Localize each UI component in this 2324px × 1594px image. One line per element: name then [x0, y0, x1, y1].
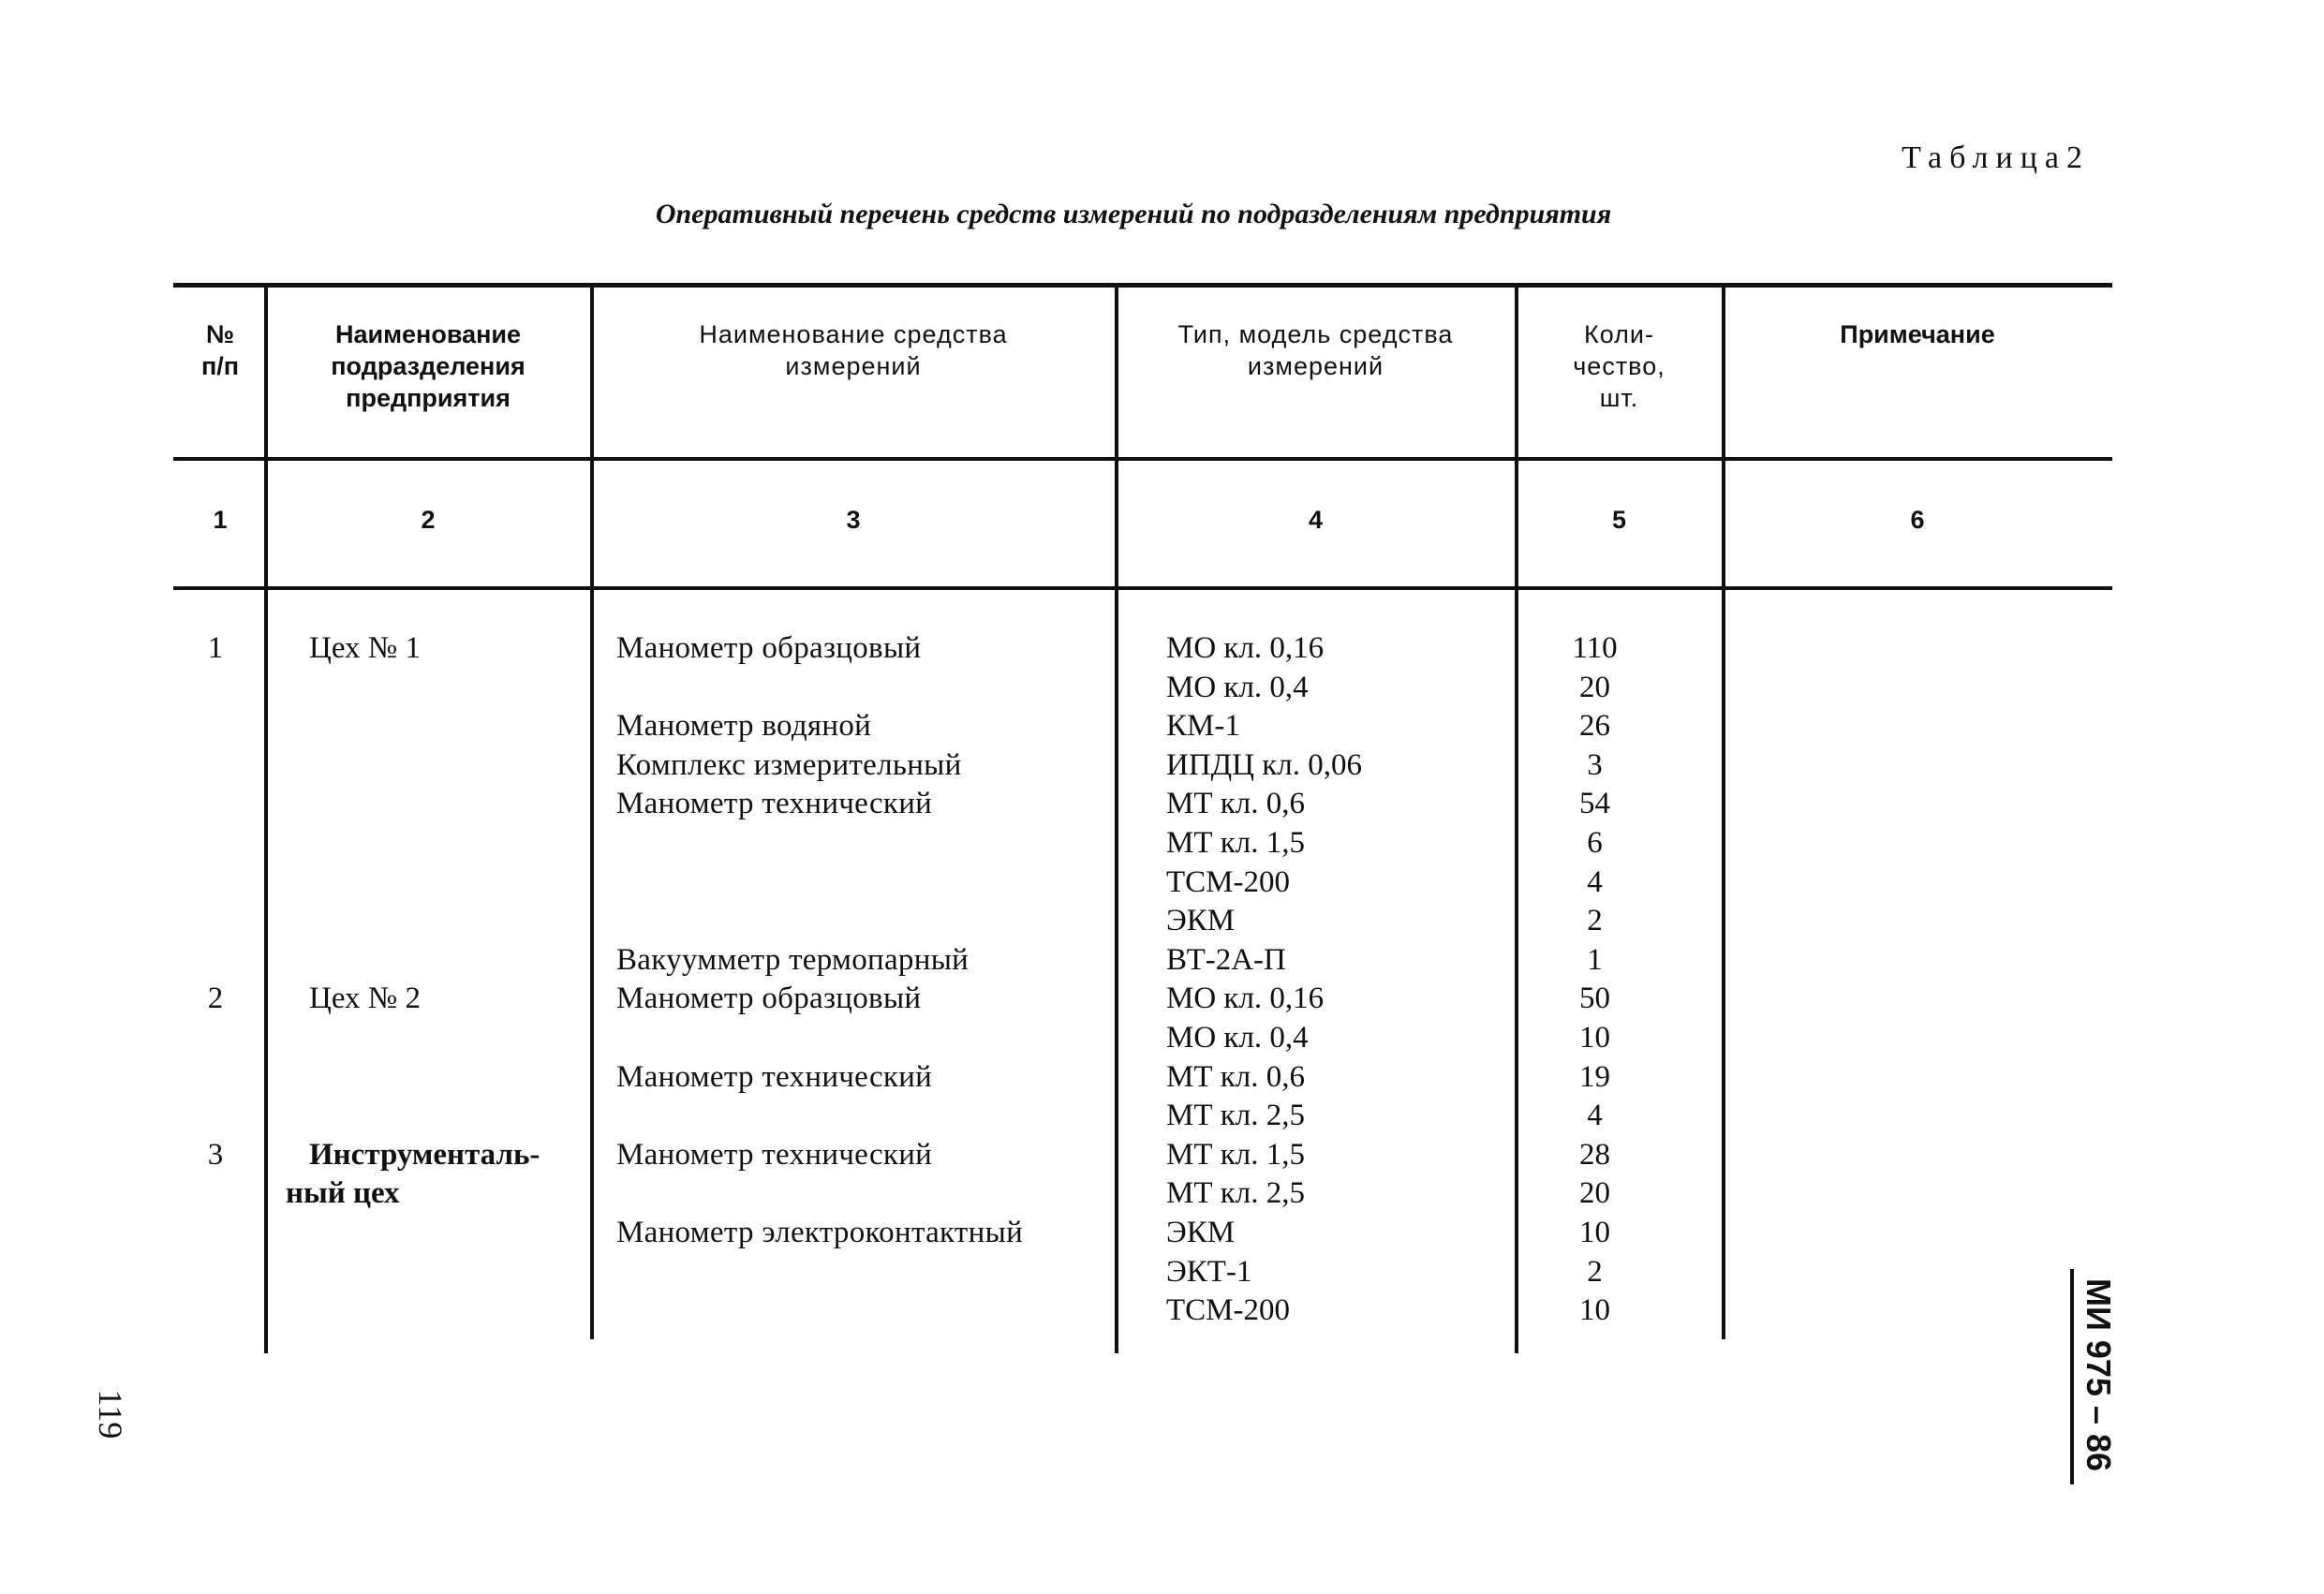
instrument-quantity: 4 [1587, 1099, 1603, 1133]
column-number-2: 2 [421, 506, 436, 534]
instrument-model: МО кл. 0,16 [1166, 631, 1325, 665]
instrument-model: КМ-1 [1166, 709, 1240, 744]
instrument-model: ТСМ-200 [1166, 864, 1290, 899]
instrument-model: МТ кл. 0,6 [1166, 787, 1306, 821]
instrument-quantity: 26 [1579, 709, 1610, 744]
table-top-rule [173, 283, 2112, 288]
instrument-name: Манометр образцовый [616, 981, 922, 1016]
instrument-model: МО кл. 0,16 [1166, 981, 1325, 1016]
instrument-model: ТСМ-200 [1166, 1293, 1290, 1328]
instrument-quantity: 2 [1587, 1254, 1603, 1289]
header-quantity: Коли- чество, шт. [1573, 320, 1665, 412]
instrument-quantity: 4 [1587, 864, 1603, 899]
instrument-name: Манометр электроконтактный [616, 1215, 1024, 1249]
header-number: № п/п [200, 320, 240, 380]
row-number: 3 [207, 1137, 224, 1172]
instrument-quantity: 54 [1579, 787, 1610, 821]
instrument-model: МТ кл. 2,5 [1166, 1176, 1306, 1211]
column-number-4: 4 [1308, 506, 1324, 534]
table-body [0, 629, 2324, 1331]
document-code: МИ 975 – 86 [2070, 1269, 2126, 1484]
instrument-model: МО кл. 0,4 [1166, 1020, 1309, 1055]
page-number: 119 [92, 1389, 129, 1439]
column-number-6: 6 [1910, 506, 1925, 534]
row-number: 2 [207, 981, 224, 1016]
instrument-name: Манометр технический [616, 787, 933, 821]
instrument-quantity: 10 [1579, 1293, 1610, 1328]
column-numbers-rule [173, 586, 2112, 590]
instrument-quantity: 20 [1579, 1176, 1610, 1211]
instrument-model: ЭКМ [1166, 904, 1236, 938]
header-instrument: Наименование средства измерений [699, 320, 1008, 380]
column-number-1: 1 [213, 506, 228, 534]
table-row [0, 1291, 2324, 1331]
column-number-5: 5 [1611, 506, 1627, 534]
instrument-model: МТ кл. 1,5 [1166, 825, 1306, 860]
table-row [0, 902, 2324, 941]
table-row [0, 1214, 2324, 1253]
instrument-model: ИПДЦ кл. 0,06 [1166, 747, 1363, 782]
row-number: 1 [207, 631, 224, 665]
header-bottom-rule [173, 457, 2112, 461]
department-name: Инструменталь- [309, 1137, 540, 1172]
instrument-name: Комплекс измерительный [616, 747, 962, 782]
instrument-quantity: 3 [1587, 747, 1603, 782]
table-row [0, 1097, 2324, 1136]
instrument-model: ЭКМ [1166, 1215, 1236, 1249]
table-row [0, 669, 2324, 708]
instrument-quantity: 1 [1587, 942, 1603, 977]
instrument-quantity: 19 [1579, 1059, 1610, 1094]
table-row [0, 941, 2324, 981]
table-row [0, 1058, 2324, 1098]
instrument-quantity: 110 [1572, 631, 1618, 665]
table-row [0, 1253, 2324, 1292]
instrument-name: Манометр водяной [616, 709, 872, 744]
instrument-model: ЭКТ-1 [1166, 1254, 1252, 1289]
instrument-model: МТ кл. 0,6 [1166, 1059, 1306, 1094]
instrument-quantity: 2 [1587, 904, 1603, 938]
header-model: Тип, модель средства измерений [1177, 320, 1454, 380]
instrument-name: Манометр образцовый [616, 631, 922, 665]
instrument-quantity: 6 [1587, 825, 1603, 860]
instrument-model: МО кл. 0,4 [1166, 670, 1309, 704]
instrument-model: МТ кл. 1,5 [1166, 1137, 1306, 1172]
table-row [0, 707, 2324, 746]
instrument-name: Вакуумметр термопарный [616, 942, 970, 977]
table-row [0, 824, 2324, 863]
table-row [0, 1174, 2324, 1214]
department-name: Цех № 1 [309, 631, 422, 665]
instrument-quantity: 28 [1579, 1137, 1610, 1172]
table-label: Таблица2 [1902, 140, 2090, 175]
page-title: Оперативный перечень средств измерений по подразделениям предприятия [655, 199, 1612, 229]
instrument-model: МТ кл. 2,5 [1166, 1099, 1306, 1133]
table-row [0, 629, 2324, 669]
department-name: Цех № 2 [309, 981, 422, 1016]
instrument-quantity: 10 [1579, 1215, 1610, 1249]
table-row [0, 863, 2324, 903]
instrument-model: ВТ-2А-П [1166, 942, 1286, 977]
instrument-quantity: 50 [1579, 981, 1610, 1016]
instrument-name: Манометр технический [616, 1059, 933, 1094]
table-row [0, 980, 2324, 1019]
header-department: Наименование подразделения предприятия [331, 320, 525, 412]
table-row [0, 1019, 2324, 1058]
table-row [0, 746, 2324, 786]
instrument-name: Манометр технический [616, 1137, 933, 1172]
header-note: Примечание [1840, 320, 1995, 348]
instrument-quantity: 20 [1579, 670, 1610, 704]
table-row [0, 1136, 2324, 1175]
table-row [0, 785, 2324, 824]
department-name: ный цех [286, 1176, 400, 1211]
instrument-quantity: 10 [1579, 1020, 1610, 1055]
column-number-3: 3 [846, 506, 861, 534]
